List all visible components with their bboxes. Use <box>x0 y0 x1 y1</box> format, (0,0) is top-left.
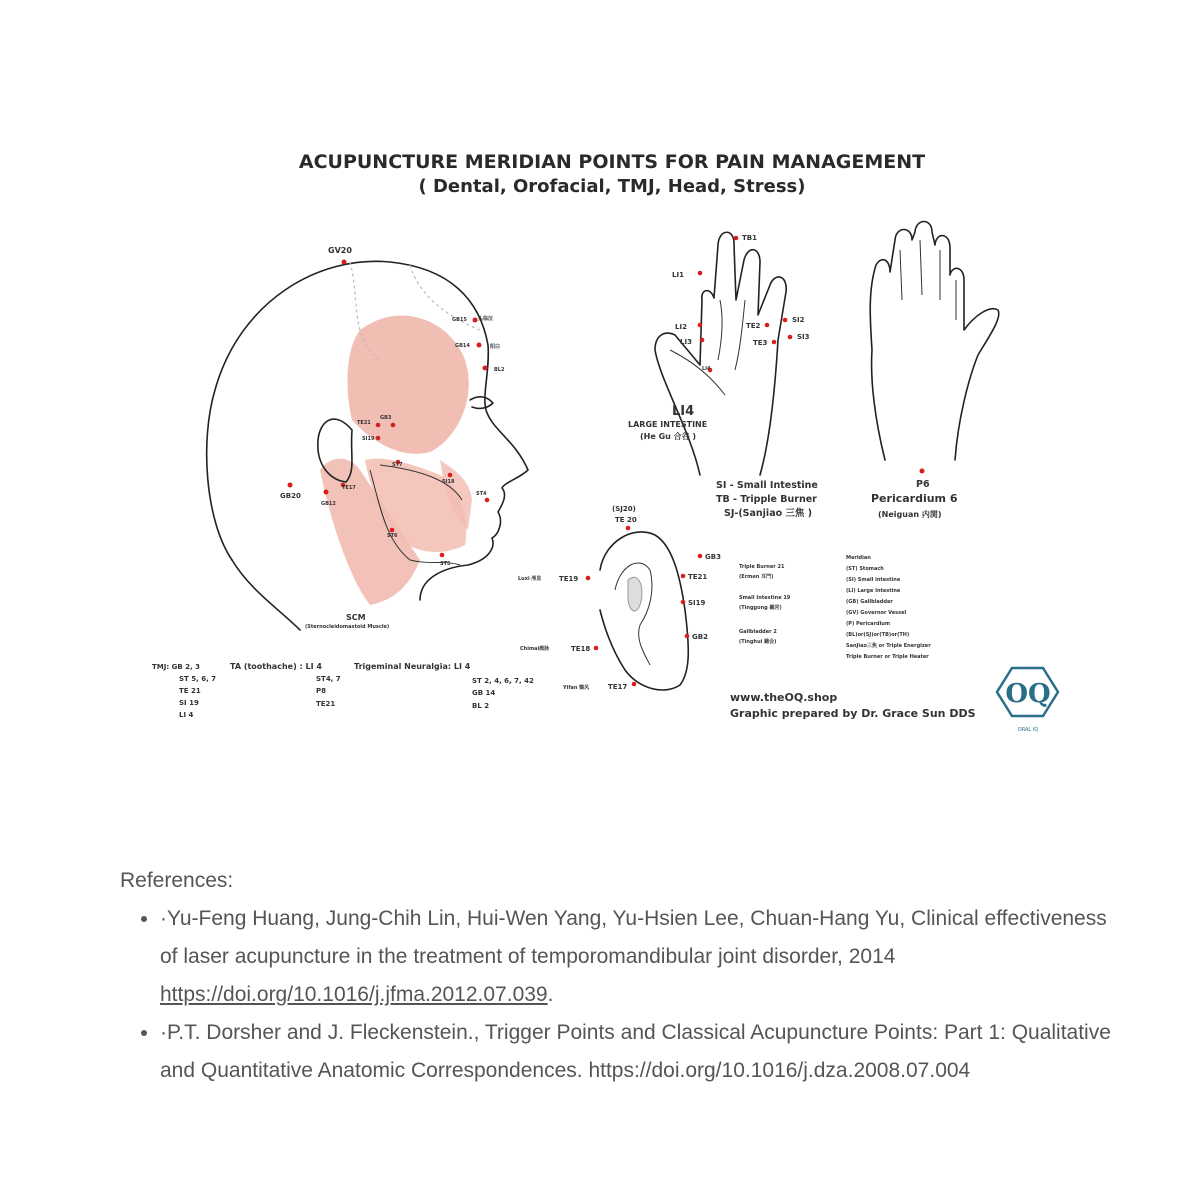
meridian-legend-8: SanJiao三焦 or Triple Energizer <box>846 643 931 649</box>
desc-te21-a: Triple Burner 21 <box>739 564 785 570</box>
bl2-point <box>483 366 488 371</box>
gb2-ear-point <box>685 634 690 639</box>
gb3-head-point <box>391 423 396 428</box>
ta-item-2: TE21 <box>316 700 336 708</box>
st4-point <box>485 498 490 503</box>
bl2-label: BL2 <box>494 367 505 373</box>
li2-label: LI2 <box>675 323 687 331</box>
gb2-ear-label: GB2 <box>692 633 708 641</box>
figure-subtitle: ( Dental, Orofacial, TMJ, Head, Stress) <box>418 176 806 197</box>
p6-cn: (Neiguan 内関) <box>878 510 942 519</box>
si3-point <box>788 335 793 340</box>
reference-item <box>160 900 1120 1014</box>
si19-ear-label: SI19 <box>688 599 706 607</box>
te18-label: TE18 <box>571 645 591 653</box>
p6-point <box>920 469 925 474</box>
tmj-item-1: TE 21 <box>179 687 201 695</box>
references-list <box>120 900 1120 1090</box>
gb20-label: GB20 <box>280 492 301 500</box>
gb15-point <box>473 318 478 323</box>
si19-head-point <box>376 436 381 441</box>
palm-illustration <box>870 222 999 520</box>
gv20-label: GV20 <box>328 246 352 255</box>
te21-head-label: TE21 <box>357 420 371 426</box>
tmj-item-0: ST 5, 6, 7 <box>179 675 217 683</box>
ear-illustration <box>518 505 791 691</box>
ta-item-1: P8 <box>316 687 327 695</box>
meridian-legend-0: Meridian <box>846 555 871 561</box>
li4-cn: (He Gu 合谷 ) <box>640 432 697 441</box>
te2-label: TE2 <box>746 322 761 330</box>
te18-point <box>594 646 599 651</box>
scm-desc: (Sternocleidomastoid Muscle) <box>305 624 390 630</box>
st6-point <box>390 528 395 533</box>
desc-si19-b: (Tinggong 聽宮) <box>739 605 782 611</box>
si18-point <box>448 473 453 478</box>
te21-head-point <box>376 423 381 428</box>
gb14-point <box>477 343 482 348</box>
tmj-item-3: LI 4 <box>179 711 194 719</box>
tn-head: Trigeminal Neuralgia: LI 4 <box>354 662 471 671</box>
scm-label: SCM <box>346 613 366 622</box>
te21-ear-point <box>681 574 686 579</box>
meridian-legend-1: (ST) Stomach <box>846 566 884 572</box>
te19-label: TE19 <box>559 575 579 583</box>
te3-label: TE3 <box>753 339 768 347</box>
li3-label: LI3 <box>680 338 692 346</box>
legend-sj: SJ-(Sanjiao 三焦 ) <box>724 508 813 519</box>
point-lists <box>152 662 534 719</box>
st7-label: ST7 <box>392 462 403 468</box>
meridian-legend-6: (P) Pericardium <box>846 621 891 627</box>
gb15-cn-label: 头临泣 <box>478 316 494 322</box>
te17-cn: Yifan 翳风 <box>563 685 590 691</box>
li4-small-label: LI4 <box>702 366 711 372</box>
tn-item-0: ST 2, 4, 6, 7, 42 <box>472 677 534 685</box>
te17-ear-label: TE17 <box>608 683 628 691</box>
p6-name: Pericardium 6 <box>871 492 958 505</box>
logo-sub: ORAL IQ <box>1017 727 1039 733</box>
st4-label: ST4 <box>476 491 487 497</box>
st5-point <box>440 553 445 558</box>
te3-point <box>772 340 777 345</box>
reference-item <box>160 1014 1120 1090</box>
st5-label: ST5 <box>440 561 451 567</box>
si19-head-label: SI19 <box>362 436 375 442</box>
gb3-head-label: GB3 <box>380 415 392 421</box>
reference-text: ·P.T. Dorsher and J. Fleckenstein., Trigger Points and Classical Acupuncture Points: Part 1: Qualitative and Quantitative Anatomic Correspondences. <box>160 1021 1111 1082</box>
desc-gb2-a: Gallbladder 2 <box>739 629 777 635</box>
gb14-label: GB14 <box>455 343 470 349</box>
ta-head: TA (toothache) : LI 4 <box>230 662 322 671</box>
si2-label: SI2 <box>792 316 805 324</box>
te20-point <box>626 526 631 531</box>
meridian-legend-2: (SI) Small intestine <box>846 577 901 583</box>
si18-label: SI18 <box>442 479 455 485</box>
meridian-legend-5: (GV) Governor Vessel <box>846 610 907 616</box>
te17-head-label: TE17 <box>342 485 356 491</box>
li4-title: LI4 <box>672 404 695 419</box>
gb3-ear-label: GB3 <box>705 553 721 561</box>
reference-suffix: . <box>547 983 554 1006</box>
li3-point <box>700 338 705 343</box>
credit-author: Graphic prepared by Dr. Grace Sun DDS <box>730 707 976 720</box>
te2-point <box>765 323 770 328</box>
gb12-point <box>324 490 329 495</box>
desc-si19-a: Small Intestine 19 <box>739 595 791 601</box>
credit-url: www.theOQ.shop <box>730 691 838 704</box>
gb14-cn-label: 阳白 <box>490 344 501 350</box>
gb12-label: GB12 <box>321 501 336 507</box>
tn-item-2: BL 2 <box>472 702 490 710</box>
te21-ear-label: TE21 <box>688 573 708 581</box>
logo-text: OQ <box>1005 679 1051 709</box>
legend-si: SI - Small Intestine <box>716 480 818 491</box>
st6-label: ST6 <box>387 533 398 539</box>
desc-te21-b: (Ermen 耳門) <box>739 574 774 580</box>
gv20-point <box>342 260 347 265</box>
te18-cn: Chimai瘈脉 <box>520 646 550 652</box>
reference-link[interactable]: https://doi.org/10.1016/j.jfma.2012.07.039 <box>160 983 548 1006</box>
li1-point <box>698 271 703 276</box>
desc-gb2-b: (Tinghui 聽会) <box>739 639 777 645</box>
head-illustration <box>207 246 528 630</box>
figure-title: ACUPUNCTURE MERIDIAN POINTS FOR PAIN MANAGEMENT <box>298 151 926 173</box>
li4-name: LARGE INTESTINE <box>628 420 708 429</box>
li2-point <box>698 323 703 328</box>
si3-label: SI3 <box>797 333 810 341</box>
meridian-legend <box>846 555 931 660</box>
reference-doi: https://doi.org/10.1016/j.dza.2008.07.004 <box>588 1059 971 1082</box>
references-heading: References: <box>120 869 234 892</box>
ta-item-0: ST4, 7 <box>316 675 341 683</box>
meridian-legend-4: (GB) Gallbladder <box>846 599 893 605</box>
gb15-label: GB15 <box>452 317 467 323</box>
si2-point <box>783 318 788 323</box>
meridian-legend-3: (LI) Large Intestine <box>846 588 901 594</box>
li1-label: LI1 <box>672 271 684 279</box>
p6-label: P6 <box>916 479 930 490</box>
tmj-head: TMJ: GB 2, 3 <box>152 663 200 671</box>
tn-item-1: GB 14 <box>472 689 496 697</box>
tb1-point <box>734 236 739 241</box>
tb1-label: TB1 <box>742 234 757 242</box>
te17-ear-point <box>632 682 637 687</box>
legend-tb: TB - Tripple Burner <box>716 494 817 505</box>
te19-cn: Luxi 颅息 <box>518 576 542 582</box>
te19-point <box>586 576 591 581</box>
references-section <box>120 862 1120 1090</box>
meridian-legend-7: (BL)or(SJ)or(TB)or(TH) <box>846 632 910 638</box>
oral-iq-logo <box>997 668 1058 733</box>
meridian-legend-9: Triple Burner or Triple Heater <box>846 654 929 660</box>
te20-label: TE 20 <box>615 516 637 524</box>
sj20-label: (SJ20) <box>612 505 636 513</box>
hand-illustration <box>628 232 818 519</box>
gb3-ear-point <box>698 554 703 559</box>
gb20-point <box>288 483 293 488</box>
si19-ear-point <box>681 600 686 605</box>
reference-text: ·Yu-Feng Huang, Jung-Chih Lin, Hui-Wen Yang, Yu-Hsien Lee, Chuan-Hang Yu, Clinical effectiveness of laser acupuncture in the treatment of temporomandibular joint disorder, 2014 <box>160 907 1107 968</box>
tmj-item-2: SI 19 <box>179 699 199 707</box>
